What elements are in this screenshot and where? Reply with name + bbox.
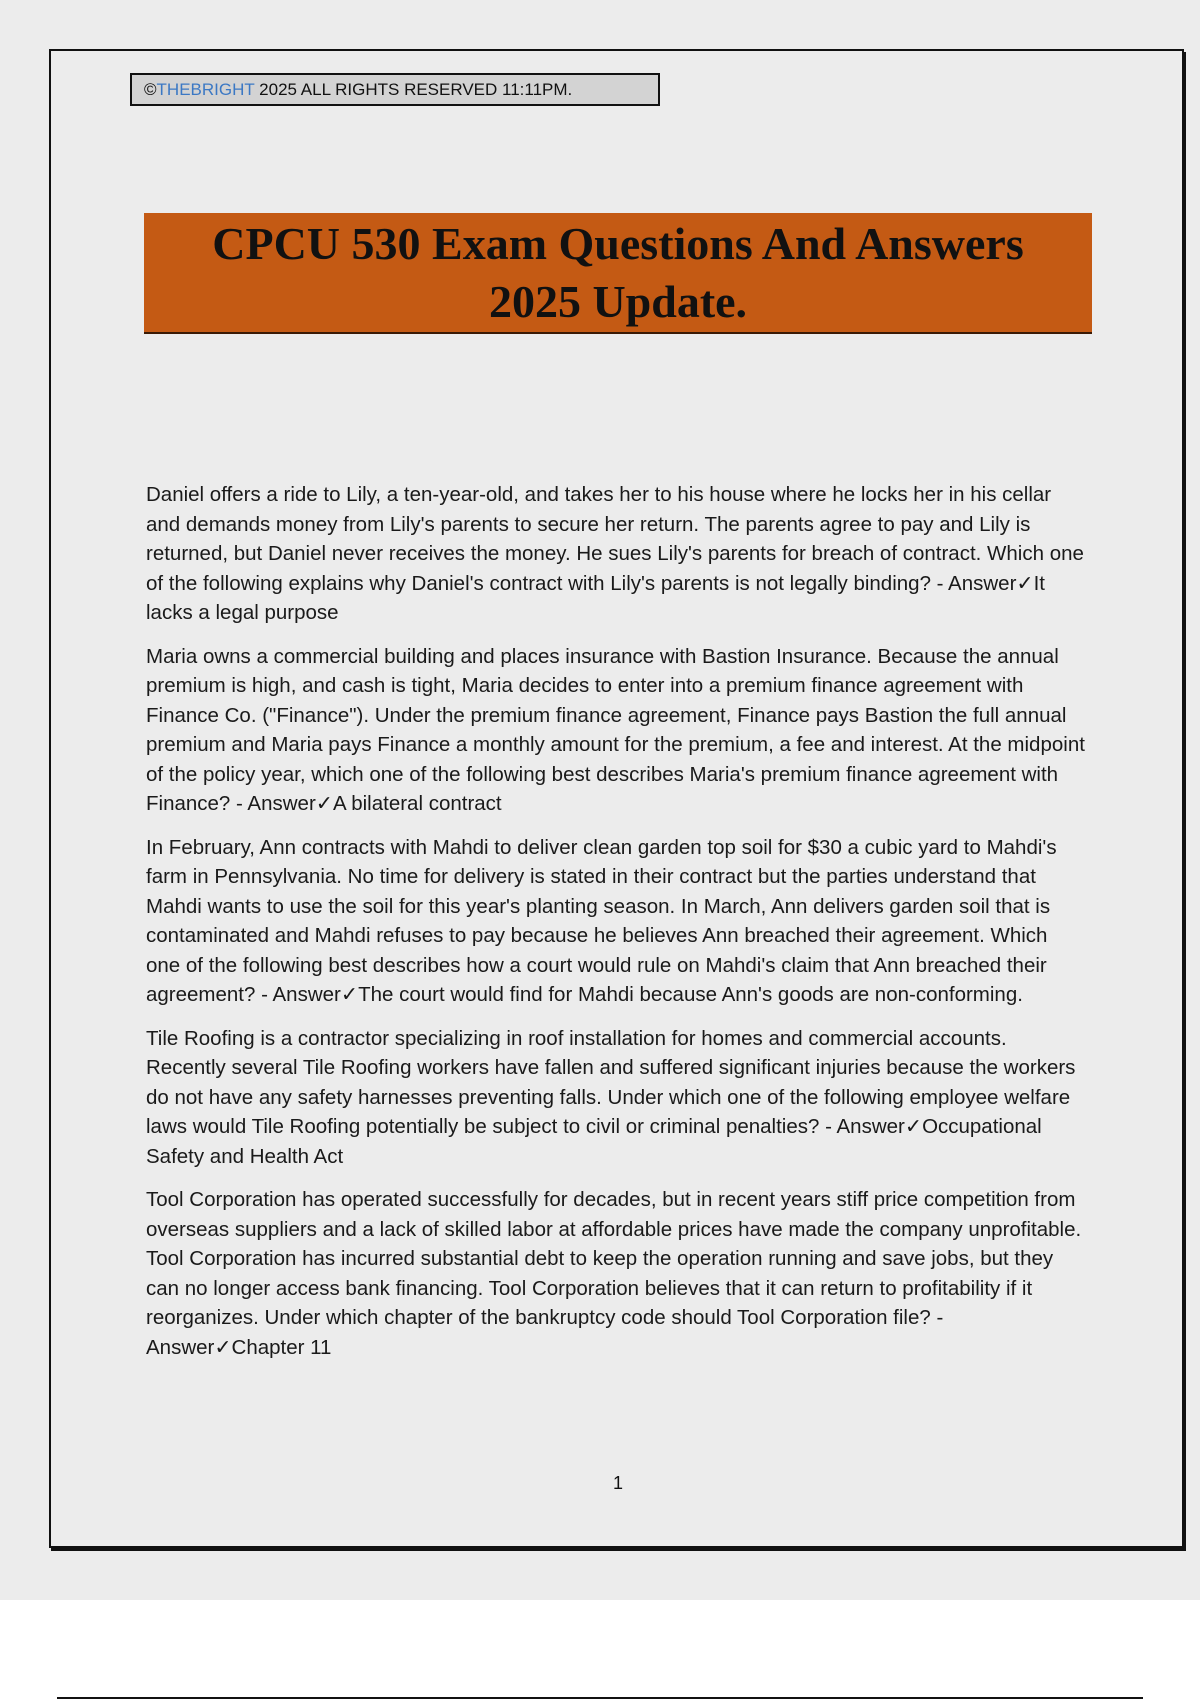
question-text: Tool Corporation has operated successfully for decades, but in recent years stiff price competition from overseas suppliers and a lack of skilled labor at affordable prices have made the company unprofitable. Tool Corporation has incurred substantial debt to keep the operation running and save jobs, but they can no longer access bank financing. Tool Corporation believes that it can return to profitability if it reorganizes. Under which chapter of the bankruptcy code should Tool Corporation file? xyxy=(146,1188,1082,1329)
qa-item xyxy=(146,642,1086,819)
qa-list xyxy=(146,480,1086,1376)
question-text: Daniel offers a ride to Lily, a ten-year-old, and takes her to his house where he locks her in his cellar and demands money from Lily's parents to secure her return. The parents agree to pay and Lily is returned, but Daniel never receives the money. He sues Lily's parents for breach of contract. Which one of the following explains why Daniel's contract with Lily's parents is not legally binding? xyxy=(146,483,1084,595)
brand-link[interactable]: THEBRIGHT xyxy=(156,80,255,99)
copyright-symbol: © xyxy=(144,80,157,99)
copyright-text: 2025 ALL RIGHTS RESERVED 11:11PM. xyxy=(254,80,573,99)
check-icon: ✓ xyxy=(315,792,333,815)
answer-text: Chapter 11 xyxy=(231,1335,332,1359)
check-icon: ✓ xyxy=(340,983,359,1006)
answer-text: Occupational Safety and Health Act xyxy=(146,1115,1042,1168)
answer-prefix: - Answer xyxy=(255,983,341,1006)
page-title xyxy=(212,215,1024,331)
question-text: Tile Roofing is a contractor specializing in roof installation for homes and commercial accounts. Recently several Tile Roofing workers have fallen and suffered significant injuries because the workers do not have any safety harnesses preventing falls. Under which one of the following employee welfare laws would Tile Roofing potentially be subject to civil or criminal penalties? xyxy=(146,1026,1076,1138)
qa-item xyxy=(146,480,1086,628)
qa-item xyxy=(146,833,1086,1010)
answer-prefix: - Answer xyxy=(930,571,1017,595)
answer-prefix: - Answer xyxy=(819,1115,905,1138)
qa-item xyxy=(146,1185,1086,1362)
footer-divider xyxy=(57,1697,1143,1699)
answer-text: It lacks a legal purpose xyxy=(146,571,1046,624)
answer-prefix: - Answer xyxy=(146,1306,944,1359)
qa-item xyxy=(146,1024,1086,1172)
copyright-banner xyxy=(130,73,660,106)
answer-text: The court would find for Mahdi because Ann's goods are non-conforming. xyxy=(358,983,1023,1006)
check-icon: ✓ xyxy=(214,1335,232,1359)
page-number: 1 xyxy=(612,1473,623,1493)
question-text: Maria owns a commercial building and places insurance with Bastion Insurance. Because the annual premium is high, and cash is tight, Maria decides to enter into a premium finance agreement with Finance Co. ("Finance"). Under the premium finance agreement, Finance pays Bastion the full annual premium and Maria pays Finance a monthly amount for the premium, a fee and interest. At the midpoint of the policy year, which one of the following best describes Maria's premium finance agreement with Finance? xyxy=(146,644,1085,815)
title-line-2: 2025 Update. xyxy=(488,275,748,327)
title-banner xyxy=(144,213,1092,334)
check-icon: ✓ xyxy=(904,1115,923,1138)
question-text: In February, Ann contracts with Mahdi to deliver clean garden top soil for $30 a cubic yard to Mahdi's farm in Pennsylvania. No time for delivery is stated in their contract but the parties understand that Mahdi wants to use the soil for this year's planting season. In March, Ann delivers garden soil that is contaminated and Mahdi refuses to pay because he believes Ann breached their agreement. Which one of the following best describes how a court would rule on Mahdi's claim that Ann breached their agreement? xyxy=(146,835,1057,1006)
answer-prefix: - Answer xyxy=(230,792,316,815)
check-icon: ✓ xyxy=(1016,571,1034,595)
title-line-1: CPCU 530 Exam Questions And Answers xyxy=(212,217,1024,269)
answer-text: A bilateral contract xyxy=(332,792,502,815)
